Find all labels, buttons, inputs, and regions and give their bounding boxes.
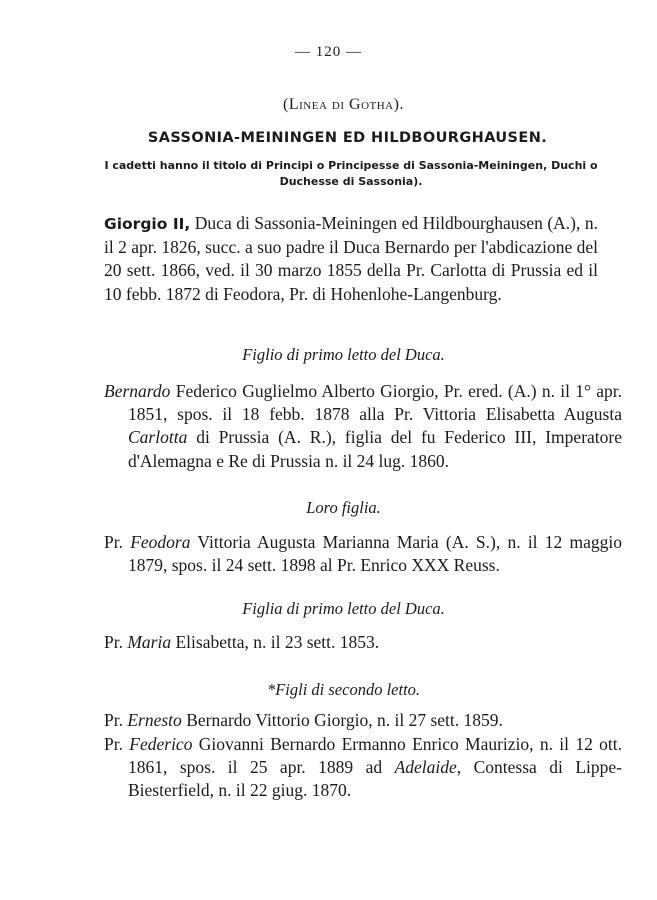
entry-maria-prefix: Pr.	[104, 632, 128, 652]
entry-bernardo-text2: di Prussia (A. R.), figlia del fu Federico III, Imperatore d'Alemagna e Re di Prussia n. il 24 lug. 1860.	[128, 427, 622, 471]
entry-federico-text2: , Contessa di Lippe-Biesterfield, n. il 22 giug. 1870.	[128, 757, 622, 801]
section-heading-their-daughter: Loro figlia.	[306, 498, 381, 517]
entry-federico	[104, 733, 622, 803]
entry-ernesto-text: Bernardo Vittorio Giorgio, n. il 27 sett. 1859.	[181, 710, 503, 730]
entry-maria-name: Maria	[127, 632, 172, 652]
head-of-house-text: Duca di Sassonia-Meiningen ed Hildbourghausen (A.), n. il 2 apr. 1826, succ. a suo padre il Duca Bernardo per l'abdicazione del 20 sett. 1866, ved. il 30 marzo 1855 della Pr. Carlotta di Prussia ed il 10 febb. 1872 di Feodora, Pr. di Hohenlohe-Langenburg.	[104, 213, 598, 304]
entry-bernardo-name: Bernardo	[104, 381, 171, 401]
entry-maria-text: Elisabetta, n. il 23 sett. 1853.	[171, 632, 380, 652]
entry-ernesto	[104, 709, 622, 732]
house-title: SASSONIA-MEININGEN ED HILDBOURGHAUSEN.	[147, 130, 548, 146]
house-note: I cadetti hanno il titolo di Principi o Principesse di Sassonia-Meiningen, Duchi o Duchesse di Sassonia).	[104, 159, 598, 188]
entry-feodora	[104, 531, 622, 577]
entry-maria	[104, 631, 622, 654]
line-heading-open: (	[283, 96, 289, 113]
line-heading	[0, 96, 657, 114]
head-of-house-name: Giorgio II,	[104, 215, 191, 233]
entry-bernardo-text1: Federico Guglielmo Alberto Giorgio, Pr. ered. (A.) n. il 1° apr. 1851, spos. il 18 febb. 1878 alla Pr. Vittoria Elisabetta Augusta	[128, 381, 622, 425]
entry-feodora-name: Feodora	[130, 532, 191, 552]
entry-ernesto-prefix: Pr.	[104, 710, 128, 730]
section-heading-first-marriage-daughter: Figlia di primo letto del Duca.	[242, 599, 445, 618]
section-heading-first-marriage-son: Figlio di primo letto del Duca.	[242, 345, 445, 364]
line-heading-word-gotha: Gotha	[349, 96, 394, 113]
entry-ernesto-name: Ernesto	[127, 710, 182, 730]
page-number: — 120 —	[295, 44, 362, 60]
line-heading-word-linea: Linea	[288, 96, 328, 113]
entry-federico-text1: Giovanni Bernardo Ermanno Enrico Maurizio, n. il 12 ott. 1861, spos. il 25 apr. 1889 ad	[128, 734, 622, 778]
entry-federico-name: Federico	[129, 734, 193, 754]
entry-bernardo	[104, 380, 622, 473]
head-of-house-entry	[104, 212, 598, 306]
entry-bernardo-spouse: Carlotta	[128, 427, 188, 448]
line-heading-close: ).	[393, 96, 404, 113]
section-heading-second-marriage-children: *Figli di secondo letto.	[266, 680, 421, 699]
entry-feodora-text: Vittoria Augusta Marianna Maria (A. S.), n. il 12 maggio 1879, spos. il 24 sett. 1898 al Pr. Enrico XXX Reuss.	[128, 532, 622, 576]
entry-federico-spouse: Adelaide	[394, 757, 457, 778]
line-heading-word-di: di	[327, 96, 350, 113]
entry-feodora-prefix: Pr.	[104, 532, 131, 552]
entry-federico-prefix: Pr.	[104, 734, 130, 754]
